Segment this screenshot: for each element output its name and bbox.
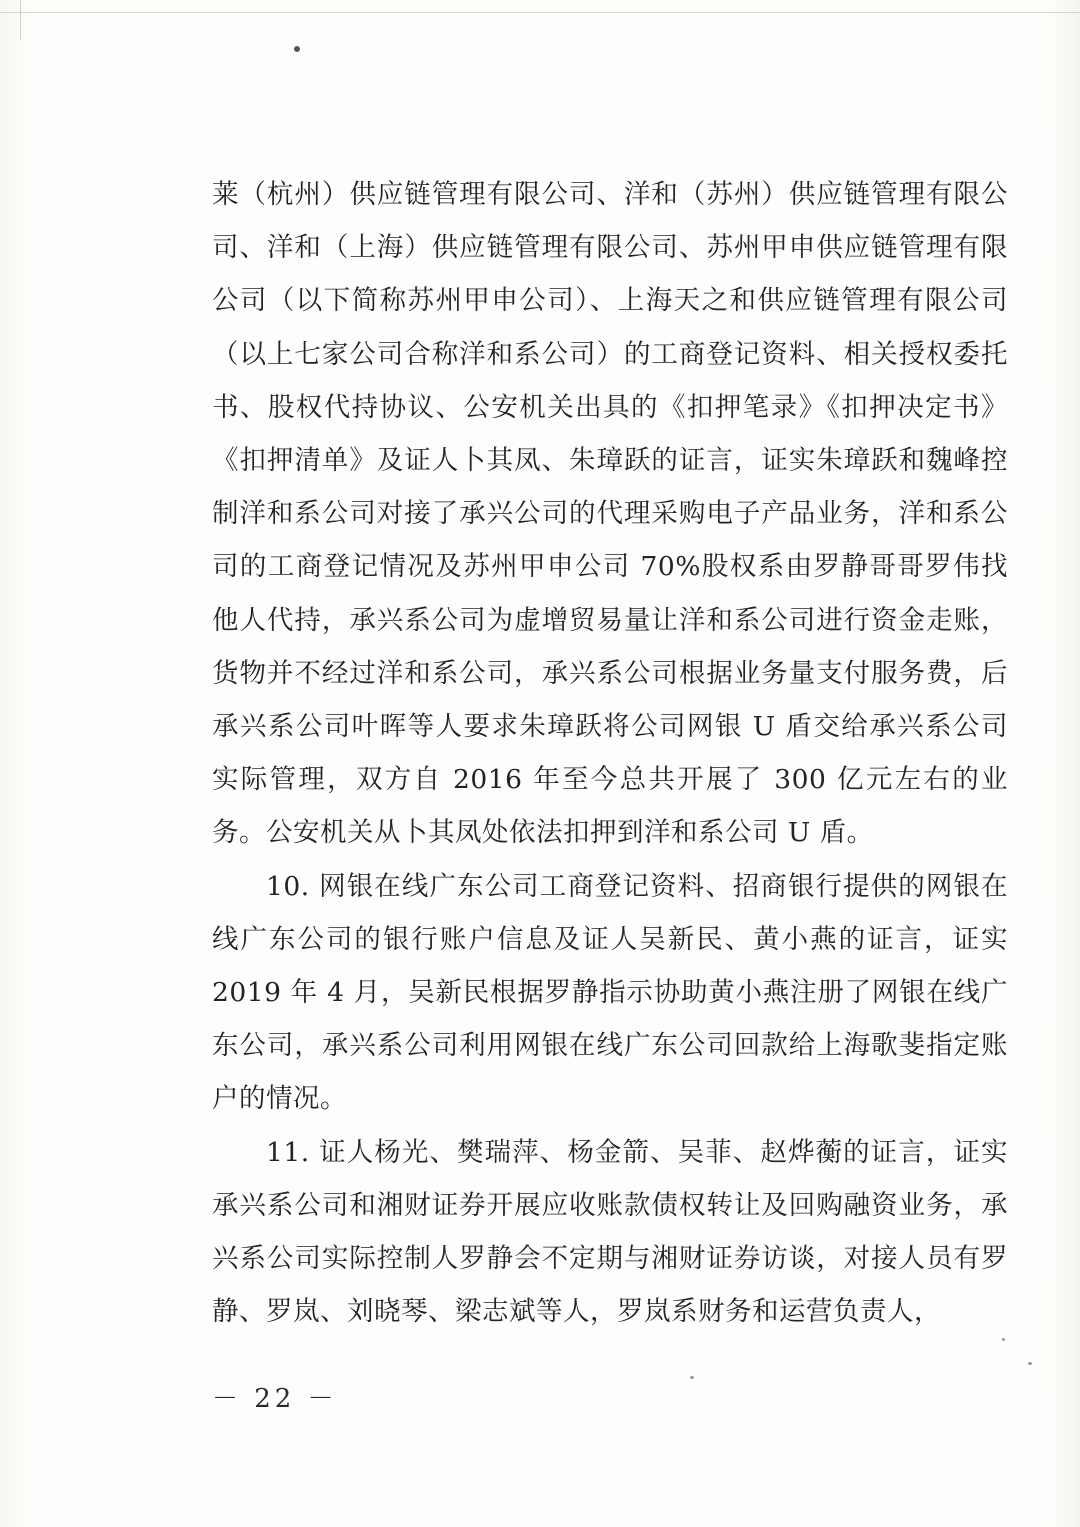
scan-speck bbox=[1028, 1362, 1032, 1365]
page-number: － 22 － bbox=[212, 1384, 338, 1414]
body-text bbox=[212, 168, 1008, 1338]
paragraph-item-10: 10. 网银在线广东公司工商登记资料、招商银行提供的网银在线广东公司的银行账户信息及证人吴新民、黄小燕的证言，证实 2019 年 4 月，吴新民根据罗静指示协助黄小燕注册了网银在线广东公司，承兴系公司利用网银在线广东公司回款给上海歌斐指定账户的情况。 bbox=[212, 870, 1008, 1115]
paragraph-continued: 莱（杭州）供应链管理有限公司、洋和（苏州）供应链管理有限公司、洋和（上海）供应链管理有限公司、苏州甲申供应链管理有限公司（以下简称苏州甲申公司）、上海天之和供应链管理有限公司（以上七家公司合称洋和系公司）的工商登记资料、相关授权委托书、股权代持协议、公安机关出具的《扣押笔录》《扣押决定书》《扣押清单》及证人卜其凤、朱璋跃的证言，证实朱璋跃和魏峰控制洋和系公司对接了承兴公司的代理采购电子产品业务，洋和系公司的工商登记情况及苏州甲申公司 70%股权系由罗静哥哥罗伟找他人代持，承兴系公司为虚增贸易量让洋和系公司进行资金走账，货物并不经过洋和系公司，承兴系公司根据业务量支付服务费，后承兴系公司叶晖等人要求朱璋跃将公司网银 U 盾交给承兴系公司实际管理，双方自 2016 年至今总共开展了 300 亿元左右的业务。公安机关从卜其凤处依法扣押到洋和系公司 U 盾。 bbox=[212, 179, 1008, 849]
paragraph-item-11: 11. 证人杨光、樊瑞萍、杨金箭、吴菲、赵烨蘅的证言，证实承兴系公司和湘财证券开展应收账款债权转让及回购融资业务，承兴系公司实际控制人罗静会不定期与湘财证券访谈，对接人员有罗静、罗岚、刘晓琴、梁志斌等人，罗岚系财务和运营负责人， bbox=[212, 1136, 1008, 1328]
scan-edge-top bbox=[0, 12, 1080, 13]
scan-edge-left bbox=[20, 0, 21, 40]
scan-speck bbox=[690, 1376, 694, 1379]
scan-mark-dot bbox=[294, 46, 300, 52]
scan-speck bbox=[1002, 1338, 1005, 1341]
